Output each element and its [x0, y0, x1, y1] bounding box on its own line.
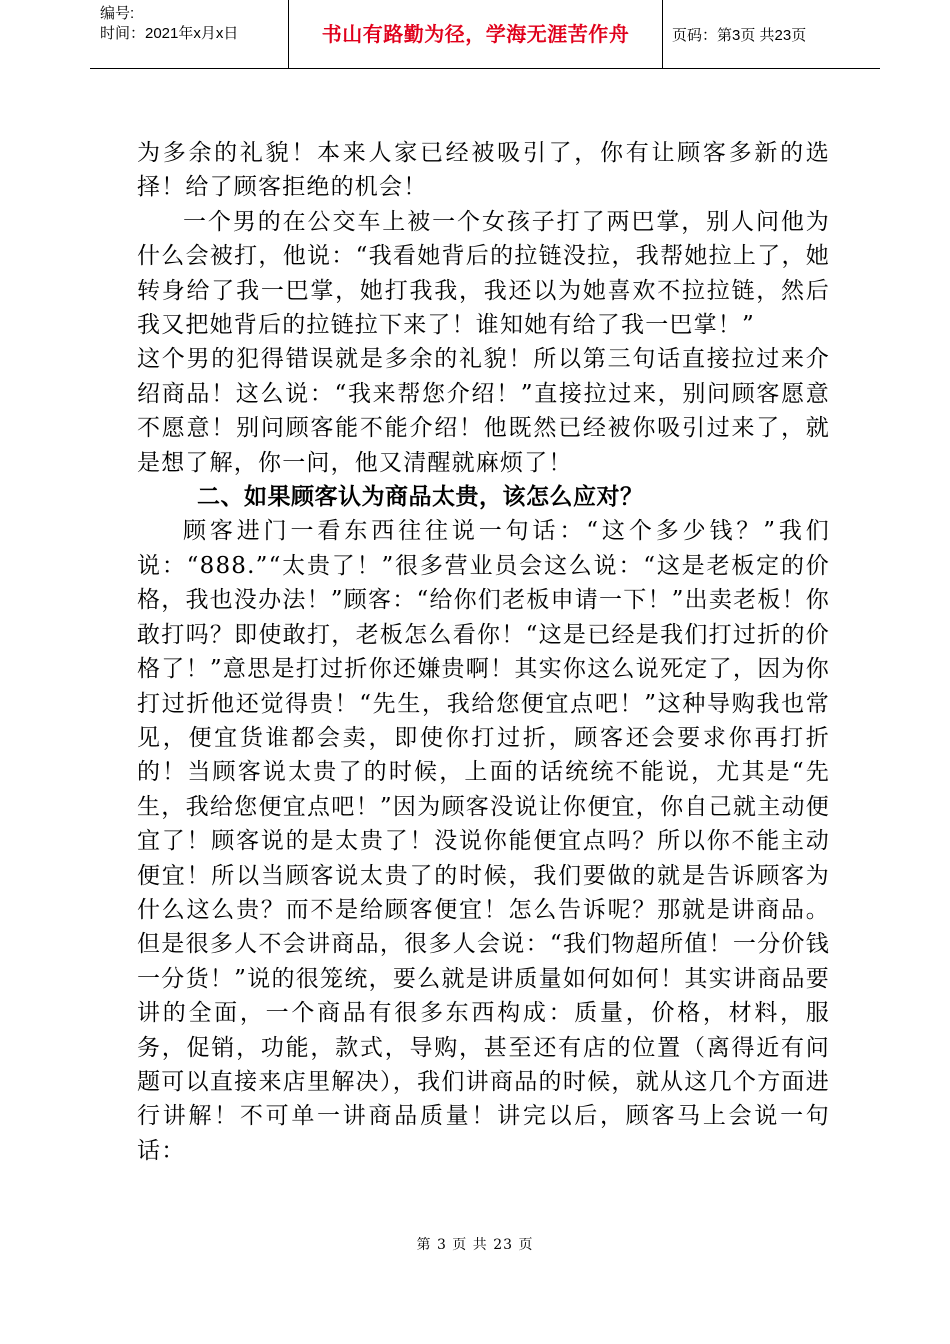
- header-divider: [662, 0, 663, 68]
- header-page-info: 页码：第3页 共23页: [672, 27, 807, 44]
- paragraph: 一个男的在公交车上被一个女孩子打了两巴掌，别人问他为什么会被打，他说：“我看她背后的拉链没拉，我帮她拉上了，她转身给了我一巴掌，她打我我，我还以为她喜欢不拉拉链，然后我又把她背后的拉链拉下来了！谁知她有给了我一巴掌！”: [137, 208, 830, 339]
- header-motto: 书山有路勤为径，学海无涯苦作舟: [321, 22, 630, 46]
- document-body: [137, 136, 830, 1168]
- header-date: 时间：2021年x月x日: [100, 25, 239, 42]
- paragraph: 为多余的礼貌！本来人家已经被吸引了，你有让顾客多新的选择！给了顾客拒绝的机会！: [137, 140, 830, 201]
- page-footer: 第 3 页 共 23 页: [416, 1237, 534, 1253]
- paragraph: 顾客进门一看东西往往说一句话：“这个多少钱？”我们说：“888.”“太贵了！”很多营业员会这么说：“这是老板定的价格，我也没办法！”顾客：“给你们老板申请一下！”出卖老板！你敢打吗？即使敢打，老板怎么看你！“这是已经是我们打过折的价格了！”意思是打过折你还嫌贵啊！其实你这么说死定了，因为你打过折他还觉得贵！“先生，我给您便宜点吧！”这种导购我也常见，便宜货谁都会卖，即使你打过折，顾客还会要求你再打折的！当顾客说太贵了的时候，上面的话统统不能说，尤其是“先生，我给您便宜点吧！”因为顾客没说让你便宜，你自己就主动便宜了！顾客说的是太贵了！没说你能便宜点吗？所以你不能主动便宜！所以当顾客说太贵了的时候，我们要做的就是告诉顾客为什么这么贵？而不是给顾客便宜！怎么告诉呢？那就是讲商品。但是很多人不会讲商品，很多人会说：“我们物超所值！一分价钱一分货！”说的很笼统，要么就是讲质量如何如何！其实讲商品要讲的全面，一个商品有很多东西构成：质量，价格，材料，服务，促销，功能，款式，导购，甚至还有店的位置（离得近有问题可以直接来店里解决），我们讲商品的时候，就从这几个方面进行讲解！不可单一讲商品质量！讲完以后，顾客马上会说一句话：: [137, 518, 830, 1164]
- page-header: [90, 0, 880, 69]
- header-meta: [100, 4, 290, 44]
- section-heading: 二、如果顾客认为商品太贵，该怎么应对？: [197, 484, 644, 511]
- paragraph: 这个男的犯得错误就是多余的礼貌！所以第三句话直接拉过来介绍商品！这么说：“我来帮您介绍！”直接拉过来，别问顾客愿意不愿意！别问顾客能不能介绍！他既然已经被你吸引过来了，就是想了解，你一问，他又清醒就麻烦了！: [137, 346, 830, 476]
- header-number-label: 编号:: [100, 5, 135, 22]
